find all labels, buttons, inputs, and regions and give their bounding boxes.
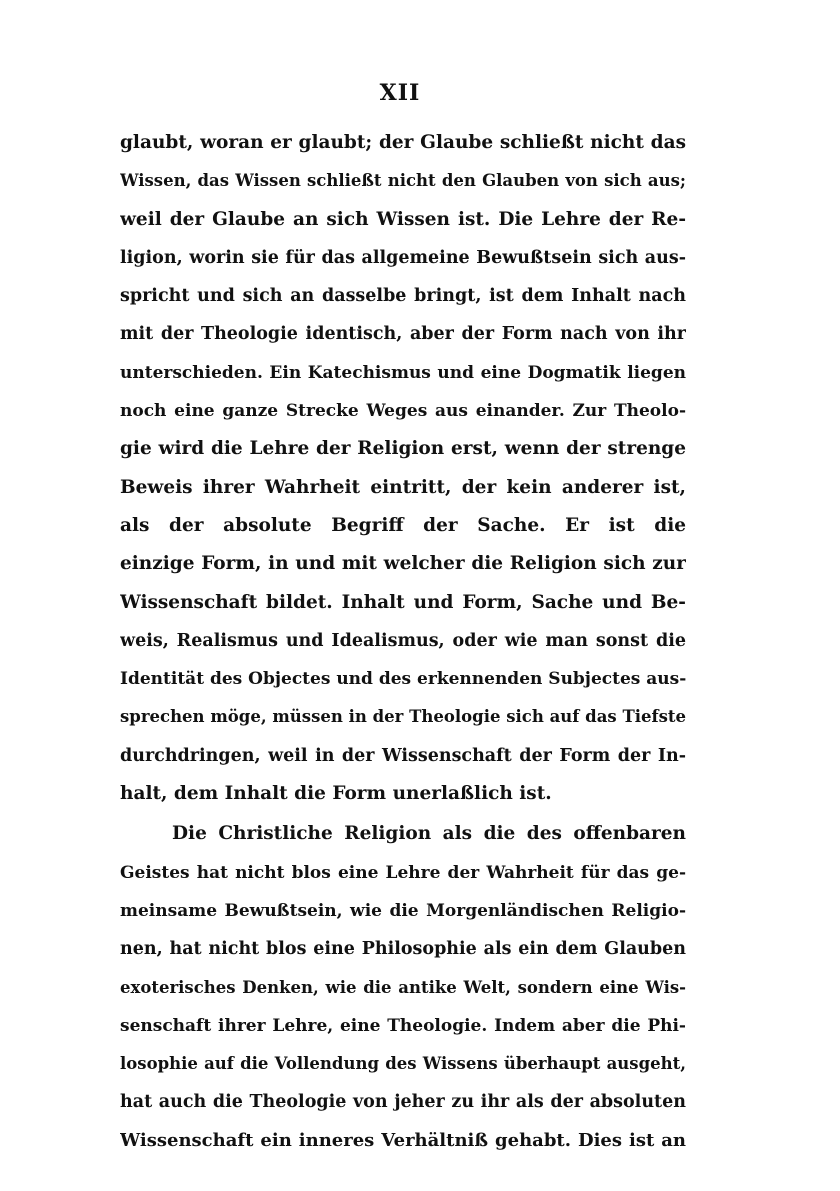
text-line: ligion, worin sie für das allgemeine Bewußtsein sich aus- <box>120 247 686 268</box>
text-line: als der absolute Begriff der Sache. Er ist die <box>120 514 686 536</box>
text-line: meinsame Bewußtsein, wie die Morgenländischen Religio- <box>120 900 686 921</box>
text-line: durchdringen, weil in der Wissenschaft der Form der In- <box>120 745 686 766</box>
text-line: sprechen möge, müssen in der Theologie sich auf das Tiefste <box>120 707 686 727</box>
paragraph-end-line: halt, dem Inhalt die Form unerlaßlich ist. <box>120 783 552 805</box>
page-number: XII <box>379 80 421 106</box>
body-text <box>120 124 686 1160</box>
paragraph-start-line: Die Christliche Religion als die des offenbaren <box>172 823 686 845</box>
text-line: Wissenschaft bildet. Inhalt und Form, Sache und Be- <box>120 591 686 613</box>
text-line: losophie auf die Vollendung des Wissens überhaupt ausgeht, <box>120 1054 686 1074</box>
text-line: weis, Realismus und Idealismus, oder wie man sonst die <box>120 630 686 651</box>
text-line: einzige Form, in und mit welcher die Religion sich zur <box>120 553 686 575</box>
text-line: unterschieden. Ein Katechismus und eine Dogmatik liegen <box>120 362 686 383</box>
text-line: gie wird die Lehre der Religion erst, wenn der strenge <box>120 438 686 460</box>
text-line: Geistes hat nicht blos eine Lehre der Wahrheit für das ge- <box>120 862 686 883</box>
text-line: Wissen, das Wissen schließt nicht den Glauben von sich aus; <box>120 171 686 191</box>
text-line: mit der Theologie identisch, aber der Form nach von ihr <box>120 324 686 345</box>
text-line: senschaft ihrer Lehre, eine Theologie. Indem aber die Phi- <box>120 1015 686 1036</box>
text-line: Wissenschaft ein inneres Verhältniß gehabt. Dies ist an <box>120 1129 686 1151</box>
text-line: noch eine ganze Strecke Weges aus einander. Zur Theolo- <box>120 401 686 422</box>
text-line: glaubt, woran er glaubt; der Glaube schließt nicht das <box>120 132 686 153</box>
text-line: Identität des Objectes und des erkennenden Subjectes aus- <box>120 669 686 690</box>
text-line: Beweis ihrer Wahrheit eintritt, der kein anderer ist, <box>120 476 686 498</box>
text-line: weil der Glaube an sich Wissen ist. Die Lehre der Re- <box>120 208 686 230</box>
text-line: nen, hat nicht blos eine Philosophie als ein dem Glauben <box>120 939 686 960</box>
text-line: spricht und sich an dasselbe bringt, ist dem Inhalt nach <box>120 286 686 307</box>
text-line: exoterisches Denken, wie die antike Welt, sondern eine Wis- <box>120 977 686 997</box>
text-line: hat auch die Theologie von jeher zu ihr als der absoluten <box>120 1092 686 1113</box>
